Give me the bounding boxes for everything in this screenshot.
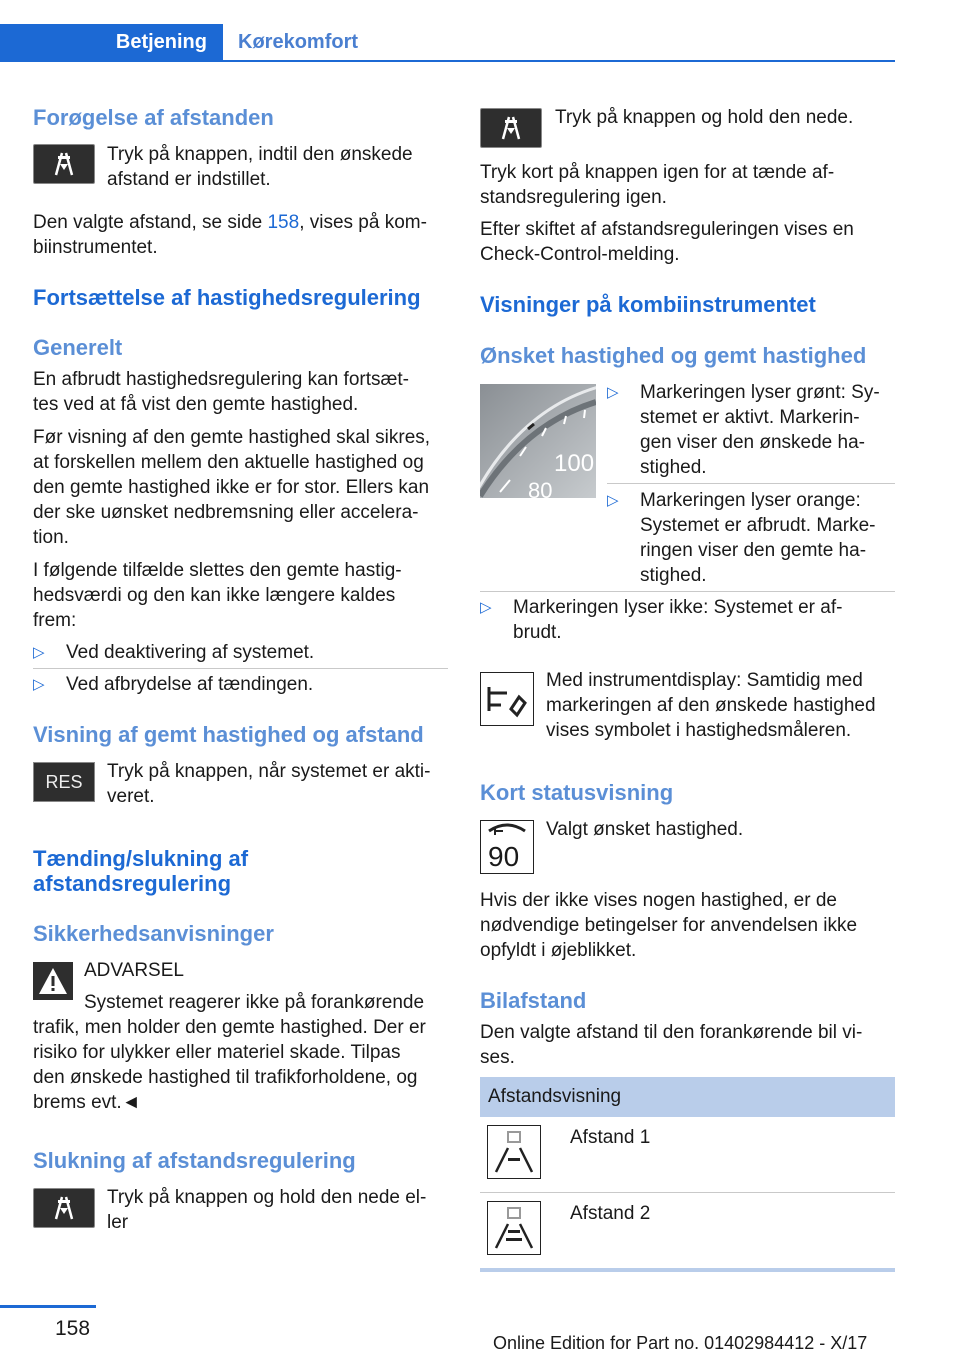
list-item: ▷ Ved deaktivering af systemet. [33,642,315,663]
edition-note: Online Edition for Part no. 01402984412 - X/17 [493,1333,868,1353]
distance-button-icon [480,108,542,148]
res-button-icon: RES [33,762,95,802]
heading-visninger: Visninger på kombiinstrumentet [480,292,816,317]
chapter-header [0,0,960,62]
heading-slukning: Slukning af afstandsregulering [33,1148,356,1173]
text-tryk-hold: Tryk på knappen og hold den nede. [555,107,854,128]
cruise-symbol-icon [480,672,534,726]
heading-fortsaettelse: Fortsættelse af hastighedsregulering [33,285,421,310]
bullet-triangle-icon: ▷ [480,599,492,616]
list-item: ▷ Markeringen lyser orange: Systemet er afbrudt. Marke- ringen viser den gemte ha- stighed. [607,490,876,586]
text-efter-skiftet: Efter skiftet af afstandsreguleringen vises en Check-Control-melding. [480,219,854,265]
heading-visning-gemt: Visning af gemt hastighed og afstand [33,722,424,747]
text-bilafstand: Den valgte afstand til den forankørende bil vi- ses. [480,1022,863,1068]
text-instrumentdisplay: Med instrumentdisplay: Samtidig med markeringen af den ønskede hastighed vises symbolet i hastighedsmåleren. [546,670,876,741]
divider [607,483,895,484]
list-item: ▷ Markeringen lyser grønt: Sy- stemet er aktivt. Markerin- gen viser den ønskede ha- stighed. [607,382,880,478]
warning-title: ADVARSEL [84,960,184,981]
page-number: 158 [55,1317,91,1340]
gauge-label-80: 80 [528,478,553,503]
tab-betjening[interactable]: Betjening [0,24,223,60]
text-generelt: En afbrudt hastighedsregulering kan fortsæt- tes ved at få vist den gemte hastighed. [33,369,409,415]
distance-1-icon [487,1125,541,1179]
heading-oensket: Ønsket hastighed og gemt hastighed [480,343,867,368]
text-slukning: Tryk på knappen og hold den nede el- ler [107,1187,427,1233]
speed-status-value: 90 [488,841,520,872]
warning-line-1: Systemet reagerer ikke på forankørende [84,992,425,1013]
list-item: ▷ Markeringen lyser ikke: Systemet er af- brudt. [480,597,843,643]
gauge-label-100: 100 [554,450,595,477]
text-valgte-afstand: Den valgte afstand, se side 158, vises på kom- biinstrumentet. [33,212,427,258]
bullet-triangle-icon: ▷ [607,492,619,509]
warning-icon [33,962,73,1005]
text-foelgende: I følgende tilfælde slettes den gemte hastig- hedsværdi og den kan ikke længere kaldes frem: [33,560,402,631]
heading-sikkerhed: Sikkerhedsanvisninger [33,921,274,946]
bullet-triangle-icon: ▷ [607,384,619,401]
text-res: Tryk på knappen, når systemet er akti- veret. [107,761,431,807]
table-cell: Afstand 2 [570,1203,651,1224]
speed-status-icon [480,820,534,874]
tab-korekomfort[interactable]: Kørekomfort [238,31,359,53]
heading-bilafstand: Bilafstand [480,988,587,1013]
heading-generelt: Generelt [33,335,123,360]
text-foroegelse-1: Tryk på knappen, indtil den ønskede afstand er indstillet. [107,144,413,190]
footer-rule [0,1305,96,1308]
list-item: ▷ Ved afbrydelse af tændingen. [33,674,314,695]
table-bottom-rule [480,1268,895,1272]
divider [480,591,895,592]
divider [33,668,448,669]
speedometer-image [480,384,596,503]
text-valgt-oensket: Valgt ønsket hastighed. [546,819,744,840]
header-rule [0,60,895,62]
heading-foroegelse: Forøgelse af afstanden [33,105,274,130]
text-foer-visning: Før visning af den gemte hastighed skal sikres, at forskellen mellem den aktuelle hastighed og den gemte hastighed ikke er for stor. Ellers kan der ske uønsket nedbremsning eller accelera- tion. [33,427,431,548]
text-hvis-der: Hvis der ikke vises nogen hastighed, er de nødvendige betingelser for anvendelsen ikke opfyldt i øjeblikket. [480,890,858,961]
table-cell: Afstand 1 [570,1127,651,1148]
table-row-divider [480,1192,895,1193]
table-header: Afstandsvisning [480,1077,895,1117]
warning-text: trafik, men holder den gemte hastighed. Der er risiko for ulykker eller materiel skade. Tilpas den ønskede hastighed til trafikforholdene, og brems evt.◄ [33,1017,426,1113]
bullet-triangle-icon: ▷ [33,644,45,661]
distance-button-icon [33,144,95,184]
distance-button-icon [33,1188,95,1228]
page-link-158[interactable]: 158 [267,212,300,233]
distance-2-icon [487,1201,541,1255]
heading-taending: Tænding/slukning af afstandsregulering [33,846,249,896]
bullet-triangle-icon: ▷ [33,676,45,693]
heading-kort-status: Kort statusvisning [480,780,674,805]
text-tryk-kort: Tryk kort på knappen igen for at tænde af- standsregulering igen. [480,162,835,208]
